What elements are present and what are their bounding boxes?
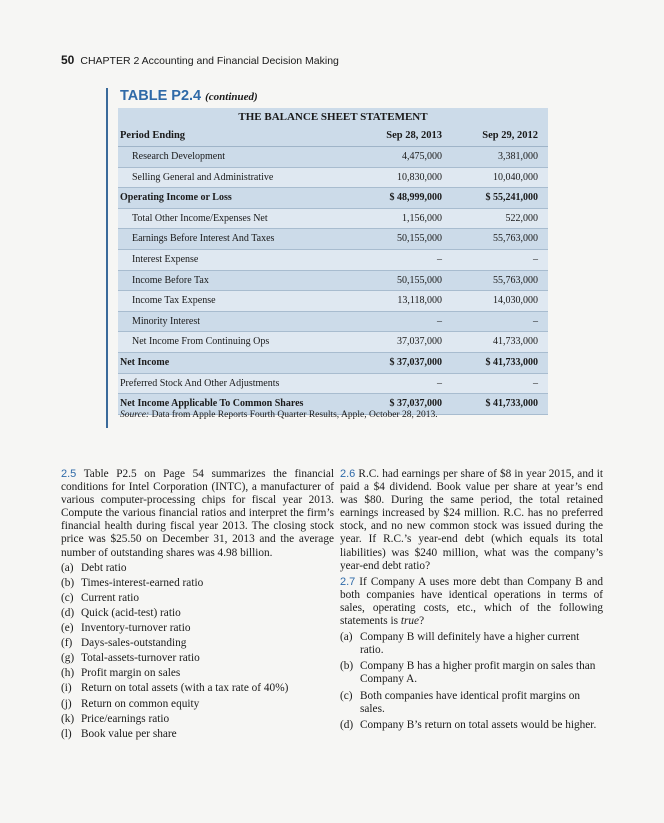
cell-2013: $ 37,037,000 — [389, 356, 442, 368]
table-continued: (continued) — [205, 91, 258, 103]
right-column — [340, 468, 603, 732]
row-label: Interest Expense — [132, 253, 199, 265]
list-item: (f) Days-sales-outstanding — [61, 637, 187, 650]
running-head — [61, 53, 339, 67]
problem-2-5 — [61, 468, 334, 560]
left-column — [61, 468, 334, 741]
problem-2-7-items — [340, 631, 603, 732]
table-title — [120, 88, 258, 104]
cell-2012: $ 55,241,000 — [485, 192, 538, 204]
problem-number: 2.7 — [340, 575, 356, 588]
list-item: (d) Quick (acid-test) ratio — [61, 606, 181, 619]
source-text: Data from Apple Reports Fourth Quarter Results, Apple, October 28, 2013. — [151, 410, 438, 420]
cell-2012: 3,381,000 — [498, 151, 538, 162]
cell-2012: – — [533, 315, 538, 327]
list-item: (c) Current ratio — [61, 591, 140, 604]
list-item: (e) Inventory-turnover ratio — [61, 622, 191, 635]
row-label: Income Before Tax — [132, 274, 209, 286]
cell-2012: $ 41,733,000 — [485, 398, 538, 410]
cell-2012: – — [533, 253, 538, 265]
row-label: Research Development — [132, 151, 226, 162]
row-label: Operating Income or Loss — [120, 192, 232, 204]
cell-2013: $ 48,999,000 — [389, 192, 442, 204]
table-p2-4 — [106, 88, 558, 428]
cell-2013: 10,830,000 — [397, 171, 442, 183]
cell-2012: – — [533, 377, 538, 389]
cell-2012: 41,733,000 — [493, 336, 538, 348]
balance-sheet-statement — [118, 108, 548, 415]
problem-text-end: ? — [419, 615, 425, 628]
list-item: (a) Debt ratio — [61, 561, 127, 574]
problem-number: 2.5 — [61, 468, 77, 480]
table-label: TABLE P2.4 — [120, 88, 202, 104]
problem-text: If Company A uses more debt than Company B and both companies have identical operations in terms of sales, operating costs, etc., which of the following statements is — [340, 575, 603, 628]
cell-2013: – — [437, 377, 442, 389]
source-label: Source: — [120, 410, 150, 420]
list-item: (b) Times-interest-earned ratio — [61, 576, 204, 589]
cell-2013: 50,155,000 — [397, 233, 442, 245]
cell-2012: 522,000 — [505, 212, 538, 224]
row-label: Net Income Applicable To Common Shares — [120, 398, 304, 410]
cell-2013: 50,155,000 — [397, 274, 442, 286]
row-label: Preferred Stock And Other Adjustments — [120, 377, 280, 389]
list-item: (b) Company B has a higher profit margin on sales than Company A. — [340, 660, 596, 686]
row-label: Total Other Income/Expenses Net — [132, 212, 268, 224]
list-item: (g) Total-assets-turnover ratio — [61, 652, 200, 665]
problem-2-7 — [340, 576, 603, 628]
list-item: (l) Book value per share — [61, 727, 177, 740]
row-label: Selling General and Administrative — [132, 171, 274, 183]
cell-2013: 4,475,000 — [402, 151, 442, 162]
cell-2012: 55,763,000 — [493, 233, 538, 245]
column-header: Sep 29, 2012 — [482, 130, 538, 141]
cell-2013: 1,156,000 — [402, 212, 442, 224]
problem-2-6 — [340, 468, 603, 573]
list-item: (h) Profit margin on sales — [61, 667, 181, 680]
cell-2012: $ 41,733,000 — [485, 356, 538, 368]
problem-text: Table P2.5 on Page 54 summarizes the financial conditions for Intel Corporation (INTC), a manufacturer of various computer-processing chips for fiscal year 2013. Compute the various financial ratios and interpret the firm’s financial health during fiscal year 2013. The closing stock price was $25.50 on December 31, 2013 and the average number of outstanding shares was 4.98 billion. — [61, 468, 334, 559]
cell-2013: – — [437, 253, 442, 265]
row-label: Earnings Before Interest And Taxes — [132, 233, 275, 245]
column-header: Period Ending — [120, 130, 186, 141]
list-item: (i) Return on total assets (with a tax rate of 40%) — [61, 682, 289, 695]
cell-2013: 37,037,000 — [397, 336, 442, 348]
statement-title: THE BALANCE SHEET STATEMENT — [238, 111, 428, 123]
problem-number: 2.6 — [340, 468, 356, 480]
cell-2012: 14,030,000 — [493, 295, 538, 307]
cell-2013: 13,118,000 — [397, 295, 442, 307]
chapter-title: CHAPTER 2 Accounting and Financial Decision Making — [80, 55, 339, 67]
row-label: Minority Interest — [132, 315, 201, 327]
table-body — [118, 147, 548, 415]
list-item: (j) Return on common equity — [61, 697, 200, 710]
list-item: (k) Price/earnings ratio — [61, 712, 170, 725]
table-source — [120, 410, 438, 420]
list-item: (a) Company B will definitely have a higher current ratio. — [340, 631, 580, 657]
problem-2-5-items — [61, 562, 334, 741]
cell-2013: $ 37,037,000 — [389, 398, 442, 410]
list-item: (c) Both companies have identical profit margins on sales. — [340, 689, 581, 715]
list-item: (d) Company B’s return on total assets would be higher. — [340, 718, 597, 731]
cell-2012: 55,763,000 — [493, 274, 538, 286]
problem-text: R.C. had earnings per share of $8 in year 2015, and it paid a $4 dividend. Book value per share at year’s end was $80. During the same period, the total retained earnings increased by $24 million. R.C. has no preferred stock, and no new common stock was issued during the year. If R.C.’s year-end debt (which equals its total liabilities) was $240 million, what was the company’s year-end debt ratio? — [340, 468, 603, 572]
row-label: Net Income From Continuing Ops — [132, 336, 270, 348]
column-header: Sep 28, 2013 — [386, 130, 442, 141]
row-label: Income Tax Expense — [132, 295, 216, 307]
cell-2013: – — [437, 315, 442, 327]
row-label: Net Income — [120, 356, 170, 368]
page-number: 50 — [61, 53, 75, 67]
emphasis: true — [400, 615, 420, 628]
column-header-row — [118, 126, 548, 147]
cell-2012: 10,040,000 — [493, 171, 538, 183]
